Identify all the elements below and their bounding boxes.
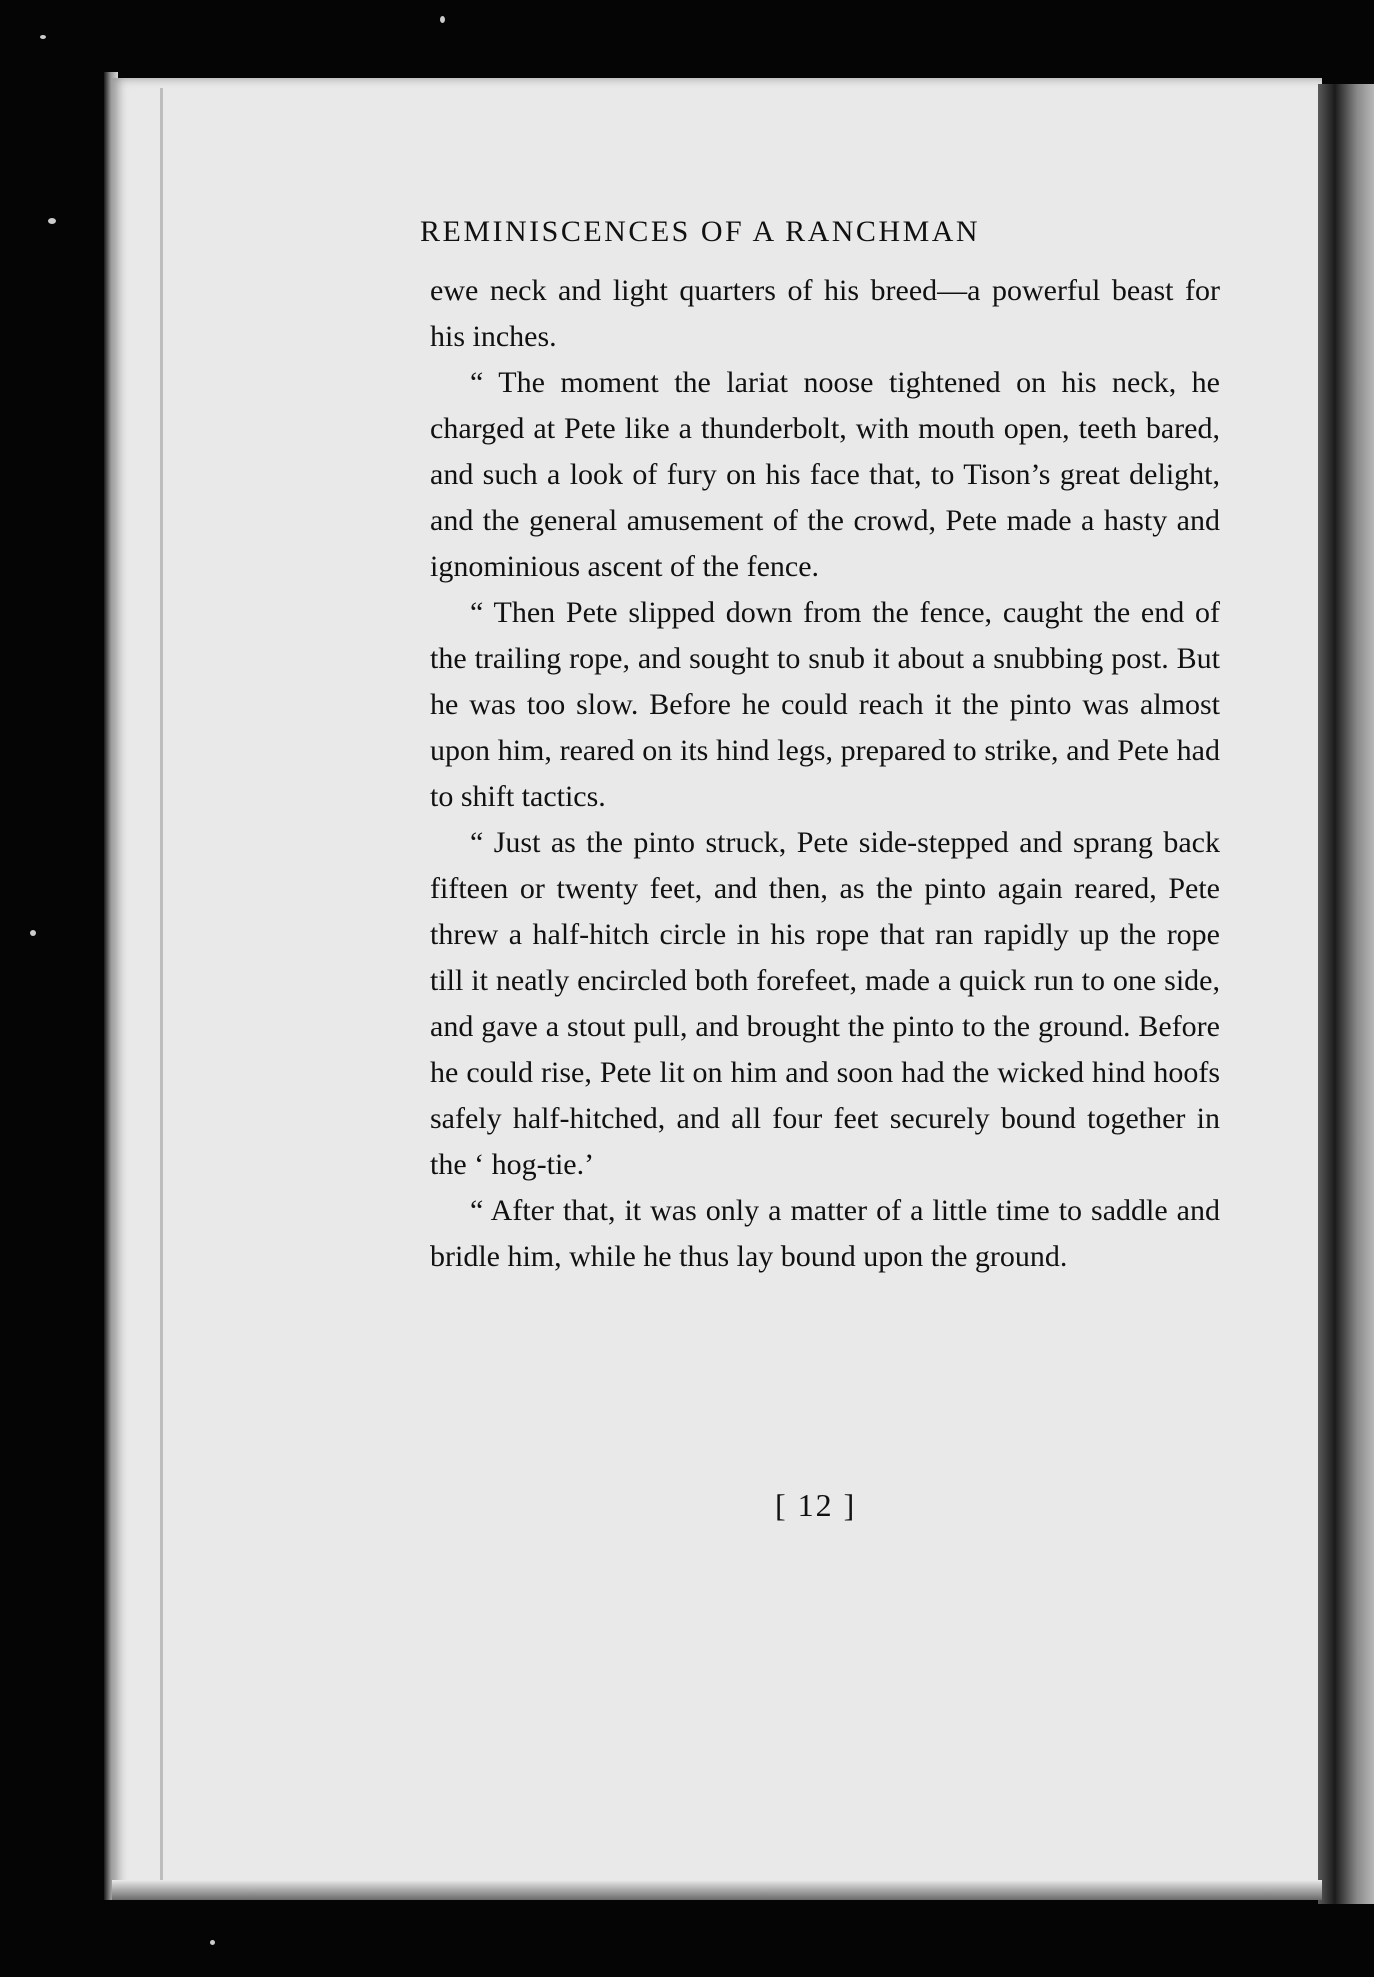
page-right-edge	[1318, 84, 1374, 1904]
paragraph: “ Just as the pinto struck, Pete side-stepped and sprang back fifteen or twenty feet, and then, as the pinto again reared, Pete threw a half-hitch circle in his rope that ran rapidly up the rope till it neatly encircled both forefeet, made a quick run to one side, and gave a stout pull, and brought the pinto to the ground. Before he could rise, Pete lit on him and soon had the wicked hind hoofs safely half-hitched, and all four feet securely bound together in the ‘ hog-tie.’	[430, 826, 1220, 1181]
scan-speck	[48, 218, 56, 224]
scan-speck	[440, 16, 445, 23]
paragraph: “ Then Pete slipped down from the fence, caught the end of the trailing rope, and sought to snub it about a snubbing post. But he was too slow. Before he could reach it the pinto was almost upon him, reared on its hind legs, prepared to strike, and Pete had to shift tactics.	[430, 596, 1220, 813]
scan-speck	[210, 1940, 215, 1945]
scan-speck	[30, 930, 36, 936]
paragraph: “ After that, it was only a matter of a little time to saddle and bridle him, while he thus lay bound upon the ground.	[430, 1194, 1220, 1273]
body-text	[430, 268, 1220, 1280]
page-bottom-edge	[112, 1880, 1322, 1900]
paragraph: ewe neck and light quarters of his breed—a powerful beast for his inches.	[430, 274, 1220, 353]
scan-speck	[40, 35, 46, 39]
paragraph: “ The moment the lariat noose tightened on his neck, he charged at Pete like a thunderbolt, with mouth open, teeth bared, and such a look of fury on his face that, to Tison’s great delight, and the general amusement of the crowd, Pete made a hasty and ignominious ascent of the fence.	[430, 366, 1220, 583]
gutter-line	[160, 88, 163, 1888]
running-head: REMINISCENCES OF A RANCHMAN	[420, 215, 981, 248]
page-number: [ 12 ]	[775, 1487, 857, 1523]
